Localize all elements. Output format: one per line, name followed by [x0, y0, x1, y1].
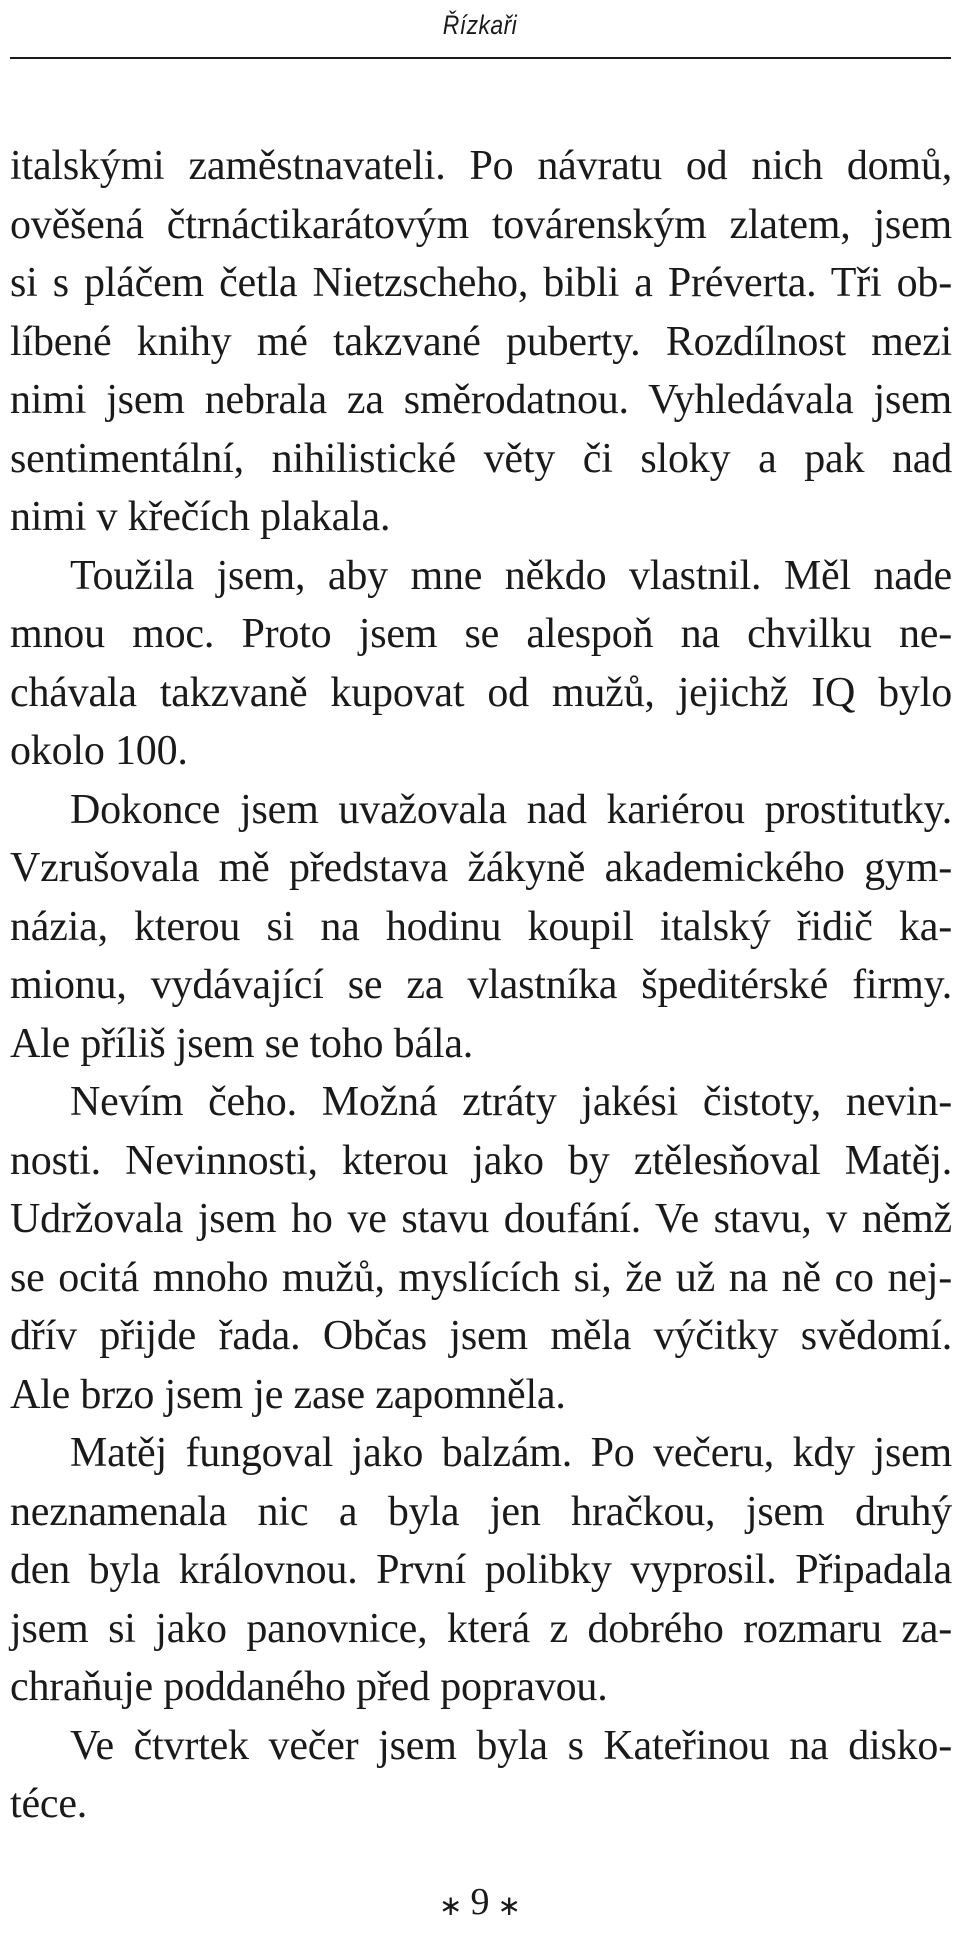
text-line: nimi jsem nebrala za směrodatnou. Vyhledávala jsem: [10, 377, 952, 423]
text-line: sentimentální, nihilistické věty či sloky a pak nad: [10, 435, 952, 482]
text-line: ověšená čtrnáctikarátovým továrenským zlatem, jsem: [10, 201, 952, 248]
running-head: [72, 10, 888, 41]
text-line: Dokonce jsem uvažovala nad kariérou prostitutky.: [70, 786, 952, 833]
running-head-title: Řízkaři: [442, 10, 518, 40]
body-text: [10, 137, 952, 1834]
text-line: Vzrušovala mě představa žákyně akademického gym-: [10, 845, 952, 891]
page-number: 9: [470, 1881, 490, 1923]
text-line: Udržovala jsem ho ve stavu doufání. Ve stavu, v němž: [10, 1196, 952, 1242]
text-line: líbené knihy mé takzvané puberty. Rozdílnost mezi: [10, 318, 952, 365]
text-line: chraňuje poddaného před popravou.: [10, 1664, 608, 1710]
text-line: nimi v křečích plakala.: [10, 494, 391, 540]
text-line: se ocitá mnoho mužů, myslících si, že už na ně co nej-: [10, 1254, 952, 1301]
header-rule: [10, 57, 951, 59]
text-line: italskými zaměstnavateli. Po návratu od nich domů,: [10, 143, 952, 189]
text-line: nosti. Nevinnosti, kterou jako by ztělesňoval Matěj.: [10, 1137, 952, 1184]
text-line: den byla královnou. První polibky vyprosil. Připadala: [10, 1547, 952, 1593]
text-line: Toužila jsem, aby mne někdo vlastnil. Měl nade: [70, 552, 952, 599]
text-line: dřív přijde řada. Občas jsem měla výčitky svědomí.: [10, 1313, 952, 1359]
text-line: mnou moc. Proto jsem se alespoň na chvilku ne-: [10, 611, 952, 657]
text-line: téce.: [10, 1781, 88, 1827]
text-line: názia, kterou si na hodinu koupil italský řidič ka-: [10, 903, 952, 950]
text-line: Ve čtvrtek večer jsem byla s Kateřinou na disko-: [70, 1722, 952, 1769]
text-line: neznamenala nic a byla jen hračkou, jsem druhý: [10, 1488, 952, 1535]
text-line: mionu, vydávající se za vlastníka špeditérské firmy.: [10, 962, 952, 1008]
text-line: okolo 100.: [10, 728, 188, 774]
text-line: Matěj fungoval jako balzám. Po večeru, kdy jsem: [70, 1430, 952, 1476]
text-line: jsem si jako panovnice, která z dobrého rozmaru za-: [10, 1605, 952, 1652]
text-line: Ale příliš jsem se toho bála.: [10, 1020, 474, 1067]
ornament-star-left-icon: ∗: [439, 1888, 463, 1922]
text-line: Nevím čeho. Možná ztráty jakési čistoty, nevin-: [70, 1079, 952, 1125]
text-line: Ale brzo jsem je zase zapomněla.: [10, 1371, 566, 1418]
text-line: si s pláčem četla Nietzscheho, bibli a Préverta. Tři ob-: [10, 260, 952, 306]
text-line: chávala takzvaně kupovat od mužů, jejichž IQ bylo: [10, 669, 952, 716]
folio: [0, 1880, 960, 1924]
ornament-star-right-icon: ∗: [497, 1888, 521, 1922]
